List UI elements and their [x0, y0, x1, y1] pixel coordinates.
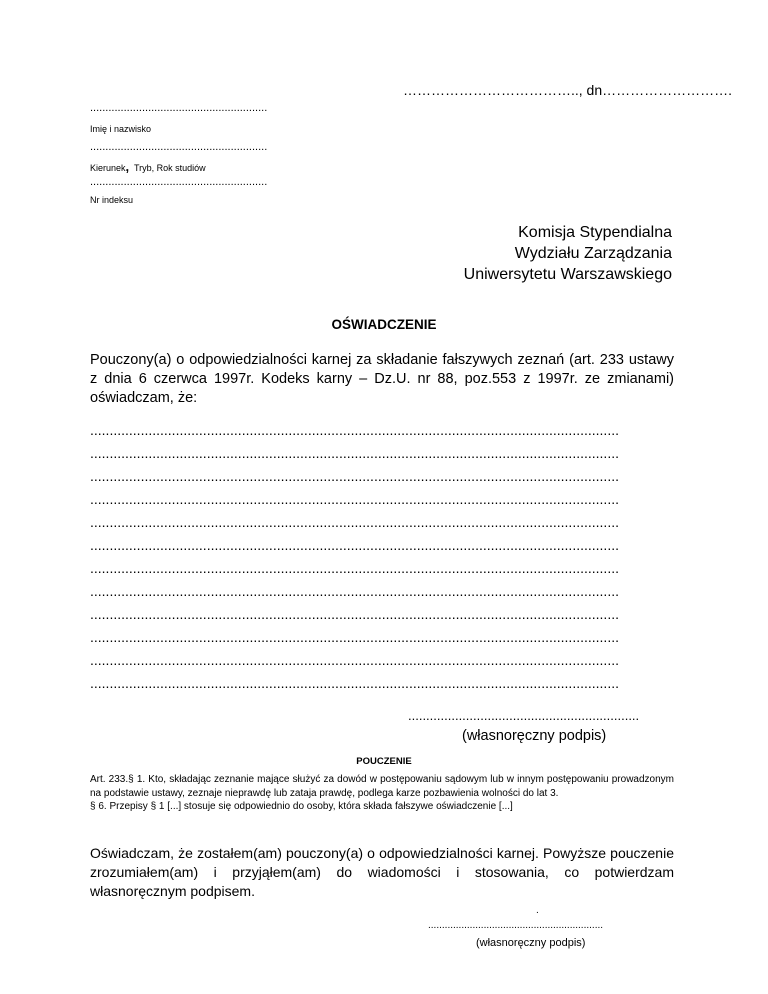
notice-paragraph-1: Art. 233.§ 1. Kto, składając zeznanie mające służyć za dowód w postępowaniu sądowym lub w innym postępowaniu prowadzonym na podstawie ustawy, zeznaje nieprawdę lub zataja prawdę, podlega karze pozbawienia wolności do lat 3.: [90, 774, 674, 799]
signature-dots: ................................................................: [408, 708, 640, 723]
statement-line: ........................................................................................................................................: [90, 560, 619, 576]
course-dots: ..........................................................: [90, 141, 268, 153]
statement-line: ........................................................................................................................................: [90, 606, 619, 622]
addressee-line-1: Komisja Stypendialna: [518, 224, 672, 241]
notice-paragraph-2: § 6. Przepisy § 1 [...] stosuje się odpowiednio do osoby, która składa fałszywe oświadczenie [...]: [90, 801, 513, 812]
statement-line: ........................................................................................................................................: [90, 514, 619, 530]
signature-label: (własnoręczny podpis): [462, 728, 607, 744]
signature-2-label: (własnoręczny podpis): [476, 937, 586, 949]
statement-line: ........................................................................................................................................: [90, 422, 619, 438]
course-label-main: Kierunek: [90, 163, 126, 173]
statement-line: ........................................................................................................................................: [90, 629, 619, 645]
statement-line: ........................................................................................................................................: [90, 537, 619, 553]
signature-2-dot: .: [536, 905, 539, 916]
course-label: [90, 159, 206, 174]
signature-2-dots: ...............................................................: [428, 920, 604, 931]
intro-paragraph: Pouczony(a) o odpowiedzialności karnej za składanie fałszywych zeznań (art. 233 ustawy z dnia 6 czerwca 1997r. Kodeks karny – Dz.U. nr 88, poz.553 z 1997r. ze zmianami) oświadczam, że:: [90, 352, 674, 406]
place-date-line: ……………………………….., dn……………………….: [403, 82, 733, 98]
name-dots: ..........................................................: [90, 102, 268, 114]
statement-line: ........................................................................................................................................: [90, 468, 619, 484]
index-dots: ..........................................................: [90, 176, 268, 188]
index-label: Nr indeksu: [90, 195, 134, 205]
addressee-line-2: Wydziału Zarządzania: [514, 245, 672, 262]
course-label-sep: ,: [125, 159, 130, 174]
statement-line: ........................................................................................................................................: [90, 445, 619, 461]
notice-block: [90, 773, 674, 814]
statement-line: ........................................................................................................................................: [90, 652, 619, 668]
statement-line: ........................................................................................................................................: [90, 491, 619, 507]
document-title: OŚWIADCZENIE: [331, 317, 437, 332]
notice-title: POUCZENIE: [356, 756, 412, 767]
course-label-rest: Tryb, Rok studiów: [129, 163, 206, 173]
statement-line: ........................................................................................................................................: [90, 583, 619, 599]
addressee-block: [464, 222, 672, 285]
addressee-line-3: Uniwersytetu Warszawskiego: [463, 266, 672, 283]
acknowledgement-paragraph: Oświadczam, że zostałem(am) pouczony(a) o odpowiedzialności karnej. Powyższe pouczenie zrozumiałem(am) i przyjąłem(am) do wiadomości i stosowania, co potwierdzam własnoręcznym podpisem.: [90, 845, 674, 899]
statement-line: ........................................................................................................................................: [90, 675, 619, 691]
name-label: Imię i nazwisko: [90, 124, 152, 134]
